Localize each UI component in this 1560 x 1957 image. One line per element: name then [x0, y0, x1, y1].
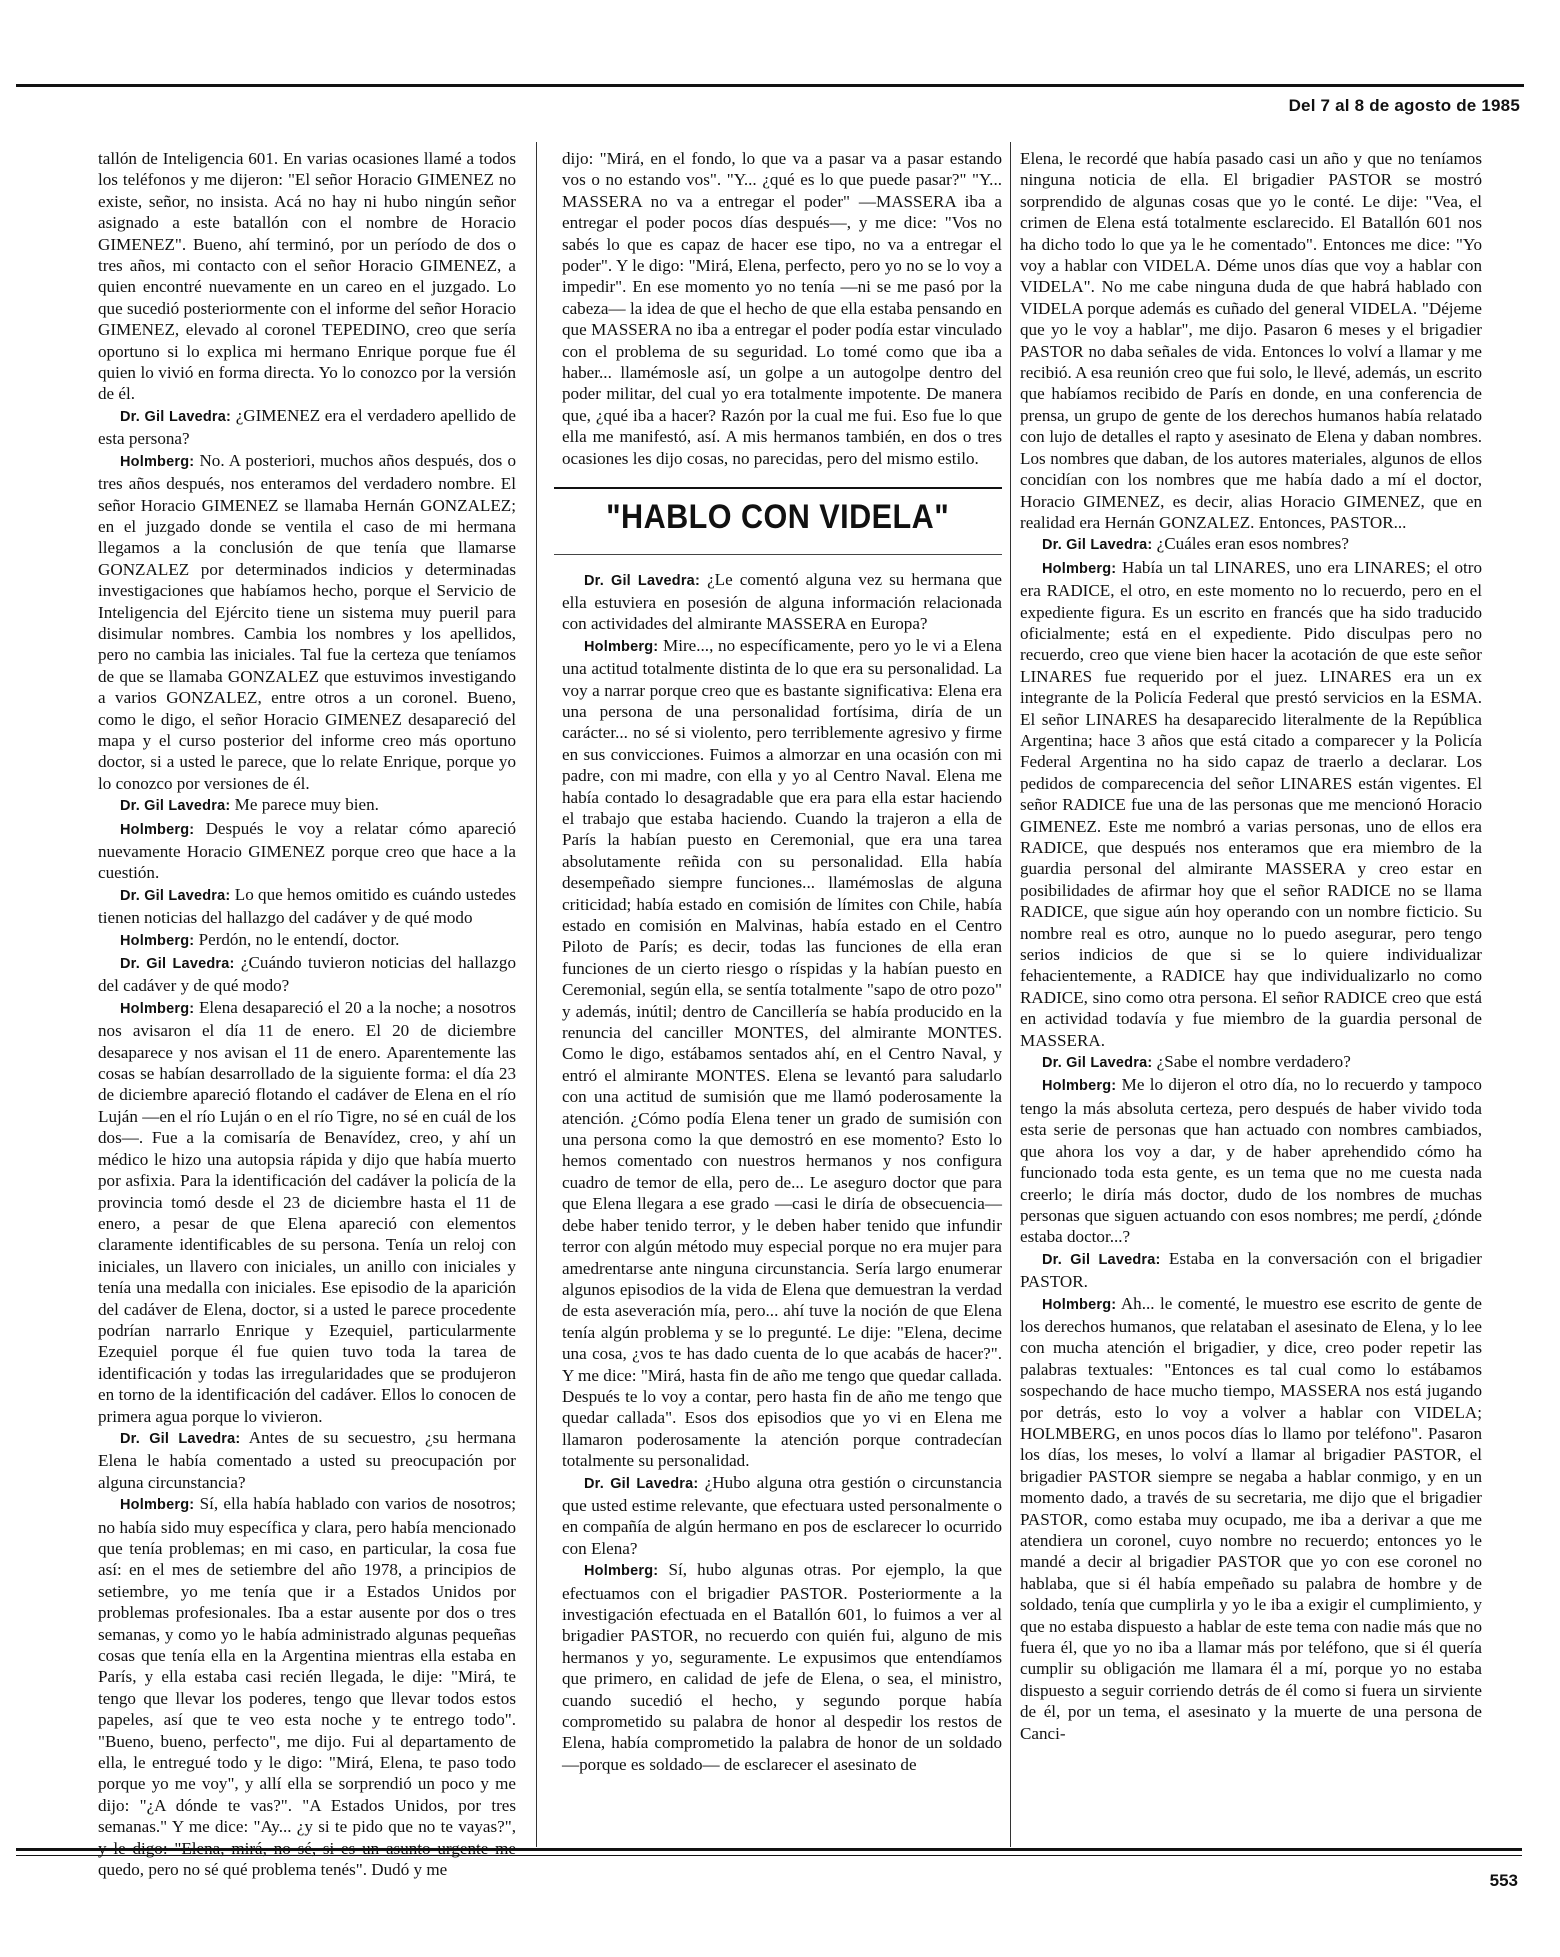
- question-text: ¿GIMENEZ era el verdadero apellido de esta persona?: [98, 405, 516, 449]
- speaker-label: Holmberg:: [120, 1000, 195, 1017]
- speaker-label: Dr. Gil Lavedra:: [120, 887, 231, 904]
- answer-text: Elena desapareció el 20 a la noche; a nosotros nos avisaron el día 11 de enero. El 20 de diciembre desaparece y nos avisan el 11 de enero. Aparentemente las cosas se habían desarrollado de la siguiente forma: el día 23 de diciembre apareció flotando el cadáver de Elena en el río Luján —en el río Luján o en el río Tigre, no sé en cuál de los dos—. Fue a la comisaría de Benavídez, creo, y ahí un médico le hizo una autopsia rápida y dijo que había muerto por asfixia. Para la identificación del cadáver la policía de la provincia tomó desde el 23 de diciembre hasta el 11 de enero, a pesar de que Elena apareció con elementos claramente identificables de su persona. Tenía un reloj con iniciales, un llavero con iniciales, un anillo con iniciales y tenía una medalla con iniciales. Ese episodio de la aparición del cadáver de Elena, doctor, si a usted le parece procedente podrían narrarlo Enrique y Ezequiel, particularmente Ezequiel porque él fue quien tuvo toda la tarea de identificación y todas las irregularidades que se produjeron en torno de la identificación del cadáver. Ellos lo conocen de primera agua porque lo vivieron.: [98, 997, 516, 1426]
- answer-text: No. A posteriori, muchos años después, dos o tres años después, nos enteramos del verdadero nombre. El señor Horacio GIMENEZ se llamaba Hernán GONZALEZ; en el juzgado donde se ventila el caso de mi hermana llegamos a la conclusión de que tenía que llamarse GONZALEZ por determinados indicios y determinadas investigaciones que habíamos hecho, porque el Servicio de Inteligencia del Ejército tiene un sistema muy pueril para disimular nombres. Cambia los nombres y los apellidos, pero no cambia las iniciales. Tal fue la certeza que teníamos de que se llamaba GONZALEZ que estuvimos investigando a varios GONZALEZ, entre otros a un coronel. Bueno, como le digo, el señor Horacio GIMENEZ desapareció del mapa y el curso posterior del informe creo más oportuno doctor, si a usted le parece, que lo relate Enrique, porque yo lo conozco por versiones de él.: [98, 450, 516, 793]
- question-paragraph: [1020, 1248, 1482, 1293]
- column-divider: [1010, 142, 1011, 1847]
- question-paragraph: [1020, 533, 1482, 556]
- answer-paragraph: [562, 635, 1002, 1472]
- speaker-label: Holmberg:: [120, 1497, 195, 1514]
- answer-paragraph: [98, 450, 516, 795]
- speaker-label: Dr. Gil Lavedra:: [584, 1475, 699, 1492]
- speaker-label: Holmberg:: [1042, 1296, 1117, 1313]
- answer-paragraph: [98, 929, 516, 952]
- question-text: Lo que hemos omitido es cuándo ustedes tienen noticias del hallazgo del cadáver y de qué modo: [98, 884, 516, 928]
- bottom-rule-thin: [16, 1855, 1522, 1856]
- speaker-label: Dr. Gil Lavedra:: [120, 798, 231, 815]
- speaker-label: Holmberg:: [120, 932, 195, 949]
- answer-text: Ah... le comenté, le muestro ese escrito de gente de los derechos humanos, que relataban el asesinato de Elena, y lo lee con mucha atención el brigadier, y dice, creo poder repetir las palabras textuales: "Entonces es tal cual como lo estábamos sospechando de hace mucho tiempo, MASSERA nos está jugando por detrás, esto lo voy a volver a hablar con VIDELA; HOLMBERG, en unos pocos días lo llamo por teléfono". Pasaron los días, los meses, lo volví a llamar al brigadier PASTOR, el brigadier PASTOR siempre se negaba a hablar conmigo, y en un momento dado, a través de su secretaria, me dijo que el brigadier PASTOR, como estaba muy ocupado, me iba a derivar a que me atendiera un coronel, cuyo nombre no recuerdo; entonces yo le mandé a decir al brigadier PASTOR que yo con ese coronel no hablaba, que si él había empeñado su palabra de hombre y de soldado, tenía que cumplirla y yo le iba a exigir el cumplimiento, y que no estaba dispuesto a hablar de este tema con nadie más que no fuera él, que yo no iba a llamar más por teléfono, que si él quería cumplir su obligación me llamara él a mí, porque yo no estaba dispuesto a seguir corriendo detrás de él como si fuera un sirviente de él, por un tema, el asesinato y la muerte de una persona de Canci-: [1020, 1293, 1482, 1743]
- answer-paragraph: [98, 997, 516, 1427]
- answer-text: Mire..., no específicamente, pero yo le vi a Elena una actitud totalmente distinta de lo que era su personalidad. La voy a narrar porque creo que es bastante significativa: Elena era una persona de una personalidad fortísima, diría de un carácter... no sé si violento, pero terriblemente agresivo y firme en sus convicciones. Fuimos a almorzar en una ocasión con mi padre, con mi madre, con ella y yo al Centro Naval. Elena me había contado lo desagradable que era para ella estar haciendo el trabajo que estaba haciendo. Cuando la trajeron a ella de París la habían puesto en Ceremonial, que era una tarea absolutamente reñida con su personalidad. Ella había desempeñado siempre funciones... llamémoslas de alguna criticidad; había estado en comisión de límites con Chile, había estado en comisión en Malvinas, había estado en el Centro Piloto de París; es decir, todas las funciones de ella eran funciones de un cierto riesgo o ríspidas y la habían puesto en Ceremonial, según ella, se sentía totalmente "sapo de otro pozo" y además, inútil; dentro de Cancillería se había producido en la renuncia del canciller MONTES, del almirante MONTES. Como le digo, estábamos sentados ahí, en el Centro Naval, y entró el almirante MONTES. Elena se levantó para saludarlo con una actitud de sumisión que me llamó poderosamente la atención. ¿Cómo podía Elena tener un grado de sumisión con una persona como la que demostró en ese momento? Esto lo hemos comentado con nuestros hermanos y nos configura cuadro de temor de ella, pero de... Le aseguro doctor que para que Elena llegara a ese grado —casi le diría de obsecuencia— debe haber tenido terror, y le deben haber tenido que infundir terror con algún método muy especial porque no era mujer para amedrentarse ante ninguna circunstancia. Sería largo enumerar algunos episodios de la vida de Elena que demuestran la verdad de esta aseveración mía, pero... ahí tuve la noción de que Elena tenía algún problema y se lo pregunté. Le dije: "Elena, decime una cosa, ¿vos te has dado cuenta de lo que acabás de hacer?". Y me dice: "Mirá, hasta fin de año me tengo que quedar callada. Después te lo voy a contar, pero hasta fin de año me tengo que quedar callada". Esos dos episodios que yo vi en Elena me llamaron poderosamente la atención porque contradecían totalmente su personalidad.: [562, 635, 1002, 1471]
- column-3: [1020, 148, 1482, 1846]
- answer-text: Sí, hubo algunas otras. Por ejemplo, la que efectuamos con el brigadier PASTOR. Posteriormente a la investigación efectuada en el Batallón 601, lo fuimos a ver al brigadier PASTOR, no recuerdo con quién fui, alguno de mis hermanos y yo, seguramente. Le expusimos que entendíamos que primero, en calidad de jefe de Elena, o sea, el ministro, cuando sucedió el hecho, y segundo porque había comprometido su palabra de honor al despedir los restos de Elena, había comprometido la palabra de honor de un soldado —porque es soldado— de esclarecer el asesinato de: [562, 1560, 1002, 1774]
- paragraph: Elena, le recordé que había pasado casi un año y que no teníamos ninguna noticia de ella. El brigadier PASTOR se mostró sorprendido de algunas cosas que yo le conté. Le dije: "Vea, el crimen de Elena está totalmente esclarecido. El Batallón 601 nos ha dicho todo lo que ya le he comentado". Entonces me dice: "Yo voy a hablar con VIDELA. Déme unos días que voy a hablar con VIDELA". No me cabe ninguna duda de que habrá hablado con VIDELA porque además es cuñado del general VIDELA. "Déjeme que yo le voy a hablar", me dijo. Pasaron 6 meses y el brigadier PASTOR no daba señales de vida. Entonces lo volví a llamar y me recibió. A esa reunión creo que fui solo, le llevé, además, un escrito que habíamos recibido de París en donde, en una conferencia de prensa, un grupo de gente de los derechos humanos había relatado con lujo de detalles el rapto y asesinato de Elena y daban nombres. Los nombres que daban, de los autores materiales, algunos de ellos concidían con los nombres que me había dado a mí el doctor, Horacio GIMENEZ, es decir, alias Horacio GIMENEZ, que en realidad era Hernán GONZALEZ. Entonces, PASTOR...: [1020, 149, 1482, 532]
- speaker-label: Dr. Gil Lavedra:: [1042, 537, 1153, 554]
- speaker-label: Holmberg:: [584, 638, 659, 655]
- column-2: [562, 148, 1002, 1846]
- question-text: ¿Cuáles eran esos nombres?: [1156, 534, 1349, 554]
- answer-text: Me lo dijeron el otro día, no lo recuerdo y tampoco tengo la más absoluta certeza, pero después de haber vivido toda esta serie de personas que han actuado con nombres cambiados, que ahora los voy a dar, y de haber aprehendido cómo ha funcionado toda esta gente, es un tema que no me cuesta nada creerlo; le diría más doctor, dudo de los nombres de muchas personas que siguen actuando con esos nombres; me perdí, ¿dónde estaba doctor...?: [1020, 1075, 1482, 1247]
- question-paragraph: [98, 405, 516, 450]
- speaker-label: Holmberg:: [120, 821, 195, 838]
- answer-paragraph: [98, 1493, 516, 1880]
- question-text: ¿Cuándo tuvieron noticias del hallazgo del cadáver y de qué modo?: [98, 953, 516, 996]
- speaker-label: Holmberg:: [120, 453, 195, 470]
- bottom-rule: [16, 1848, 1522, 1851]
- question-paragraph: [1020, 1051, 1482, 1074]
- speaker-label: Holmberg:: [584, 1563, 659, 1580]
- column-1: [98, 148, 516, 1880]
- speaker-label: Holmberg:: [1042, 560, 1117, 577]
- question-text: Antes de su secuestro, ¿su hermana Elena le había comentado a usted su preocupación por alguna circunstancia?: [98, 1427, 516, 1492]
- question-paragraph: [98, 884, 516, 929]
- speaker-label: Dr. Gil Lavedra:: [584, 572, 700, 589]
- question-text: Me parece muy bien.: [234, 795, 379, 815]
- paragraph: tallón de Inteligencia 601. En varias ocasiones llamé a todos los teléfonos y me dijeron: "El señor Horacio GIMENEZ no existe, señor, no insista. Acá no hay ni hubo ningún señor asignado a este batallón con el nombre de Horacio GIMENEZ". Bueno, ahí terminó, por un período de dos o tres años, mi contacto con el señor Horacio GIMENEZ, a quien encontré nuevamente en un careo en el juzgado. Lo que sucedió posteriormente con el informe del señor Horacio GIMENEZ, elevado al coronel TEPEDINO, creo que sería oportuno si lo explica mi hermano Enrique porque fue él quien lo vivió en forma directa. Yo lo conozco por la versión de él.: [98, 149, 516, 404]
- question-text: ¿Le comentó alguna vez su hermana que ella estuviera en posesión de alguna información relacionada con actividades del almirante MASSERA en Europa?: [562, 569, 1002, 634]
- answer-text: Había un tal LINARES, uno era LINARES; el otro era RADICE, el otro, en este momento no lo recuerdo, pero en el expediente figura. Es un escrito en francés que ha sido traducido oficialmente; está en el expediente. Pido disculpas pero no recuerdo, creo que viene bien hacer la acotación de que este señor LINARES fue requerido por el juez. LINARES era un ex integrante de la Policía Federal que prestó servicios en la ESMA. El señor LINARES ha desaparecido literalmente de la República Argentina; hace 3 años que está citado a comparecer y la Policía Federal Argentina no ha sido capaz de traerlo a declarar. Los pedidos de comparecencia del señor LINARES están vigentes. El señor RADICE fue una de las personas que me mencionó Horacio GIMENEZ. Este me nombró a varias personas, uno de ellos era RADICE, que después nos enteramos que era miembro de la guardia personal del almirante MASSERA y creo estar en posibilidades de afirmar hoy que el señor RADICE no se llama RADICE, que sigue aún hoy operando con un nombre ficticio. Su nombre real es otro, aunque no lo puedo asegurar, pero tengo serios indicios de que si se lo quiere individualizar fehacientemente, a RADICE hay que individualizarlo no como RADICE, sino como otra persona. El señor RADICE creo que está en actividad todavía y fue miembro de la guardia personal de MASSERA.: [1020, 557, 1482, 1050]
- answer-paragraph: [1020, 1074, 1482, 1247]
- answer-paragraph: [98, 818, 516, 884]
- answer-paragraph: [1020, 1293, 1482, 1745]
- speaker-label: Dr. Gil Lavedra:: [1042, 1055, 1153, 1072]
- speaker-label: Dr. Gil Lavedra:: [120, 408, 232, 425]
- page-number: 553: [1489, 1871, 1518, 1890]
- answer-paragraph: [1020, 557, 1482, 1051]
- section-headline: "HABLO CON VIDELA": [606, 498, 950, 537]
- speaker-label: Dr. Gil Lavedra:: [1042, 1251, 1161, 1268]
- top-rule: [16, 84, 1524, 87]
- answer-text: Perdón, no le entendí, doctor.: [198, 929, 400, 949]
- issue-date: Del 7 al 8 de agosto de 1985: [1288, 96, 1520, 115]
- speaker-label: Holmberg:: [1042, 1078, 1117, 1095]
- question-paragraph: [562, 569, 1002, 635]
- question-text: ¿Sabe el nombre verdadero?: [1156, 1052, 1351, 1072]
- answer-text: Sí, ella había hablado con varios de nosotros; no había sido muy específica y clara, pero había mencionado que tenía problemas; en mi caso, en particular, la cosa fue así: en el mes de setiembre del año 1978, a principios de setiembre, yo me tenía que ir a Estados Unidos por problemas profesionales. Iba a estar ausente por dos o tres semanas, y como yo le había administrado algunas pequeñas cosas que tenía ella en la Argentina mientras ella estaba en París, y ella estaba casi recién llegada, le dije: "Mirá, te tengo que llevar los poderes, tengo que llevar todos estos papeles, así que te veo esta noche y te entrego todo". "Bueno, bueno, perfecto", me dijo. Fui al departamento de ella, le entregué todo y le digo: "Mirá, Elena, te paso todo porque yo me voy", y allí ella se sorprendió un poco y me dijo: "¿A dónde te vas?". "A Estados Unidos, por tres semanas." Y me dice: "Ay... ¿y si te pido que no te vayas?", quedo, pero no sé qué problema tenés". Dudó y me: [98, 1494, 516, 1880]
- answer-text: Después le voy a relatar cómo apareció nuevamente Horacio GIMENEZ porque creo que hace a la cuestión.: [98, 818, 516, 883]
- question-text: ¿Hubo alguna otra gestión o circunstancia que usted estime relevante, que efectuara usted personalmente o en compañía de algún hermano en pos de esclarecer lo ocurrido con Elena?: [562, 1472, 1002, 1558]
- paragraph: dijo: "Mirá, en el fondo, lo que va a pasar va a pasar estando vos o no estando vos". "Y... ¿qué es lo que puede pasar?" "Y... MASSERA no va a entregar el poder" —MASSERA iba a entregar el poder pocos días después—, y me dice: "Vos no sabés lo que es capaz de hacer ese tipo, no va a entregar el poder". Y le digo: "Mirá, Elena, perfecto, pero yo no se lo voy a impedir". En ese momento yo no tenía —ni se me pasó por la cabeza— la idea de que el hecho de que ella estaba pensando en que MASSERA no iba a entregar el poder podía estar vinculado con el problema de su seguridad. Lo tomé como que iba a haber... llamémosle así, un golpe a un autogolpe dentro del poder militar, del cual yo era totalmente impotente. De manera que, ¿qué iba a hacer? Razón por la cual me fui. Eso fue lo que ella me manifestó, así. A mis hermanos también, en dos o tres ocasiones les dijo cosas, no parecidas, pero del mismo estilo.: [562, 149, 1002, 468]
- question-paragraph: [98, 1427, 516, 1493]
- question-paragraph: [98, 794, 516, 817]
- column-divider: [536, 142, 537, 1847]
- speaker-label: Dr. Gil Lavedra:: [120, 956, 235, 973]
- section-headline-box: [554, 487, 1002, 554]
- question-text: Estaba en la conversación con el brigadier PASTOR.: [1020, 1248, 1482, 1292]
- question-paragraph: [562, 1472, 1002, 1560]
- answer-paragraph: [562, 1559, 1002, 1775]
- speaker-label: Dr. Gil Lavedra:: [120, 1430, 241, 1447]
- question-paragraph: [98, 952, 516, 997]
